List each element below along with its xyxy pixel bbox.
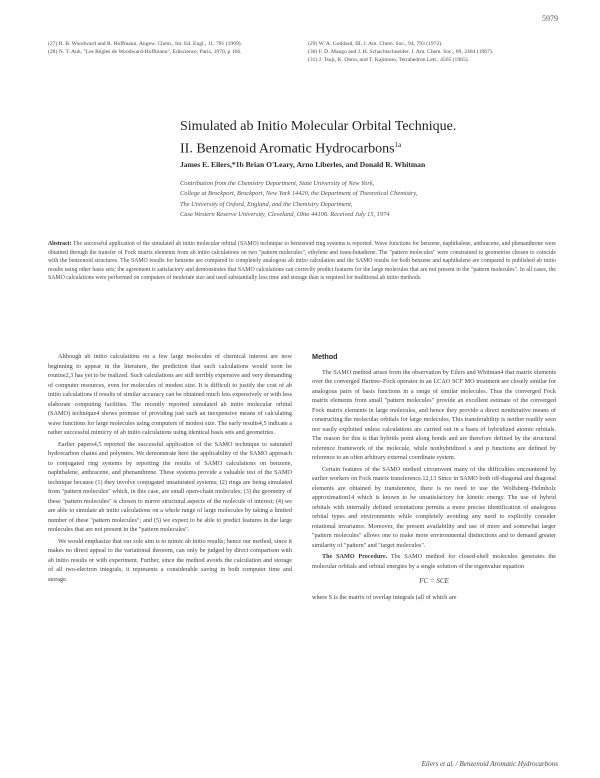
affiliation-line: Case Western Reserve University, Cleveland, Ohio 44106. Received July 15, 1974 — [180, 211, 390, 219]
title-line-1: Simulated ab Initio Molecular Orbital Technique. — [180, 119, 457, 134]
body-left-column — [48, 352, 292, 586]
equation: FC = SCE — [419, 577, 449, 585]
references-left — [48, 40, 296, 56]
paragraph: The SAMO method arises from the observation by Eilers and Whitman4 that matrix elements over the converged Hartree–Fock operator in an LCAO SCF MO treatment are closely similar for analogous pairs of basis functions in a range of similar molecules. Thus the converged Fock matrix elements from small "pattern molecules" provide an excellent estimate of the converged Fock matrix elements in large molecules, and hence they provide a direct noniterative means of constructing the molecular orbitals for large molecules. This transferability is neither readily seen nor easily exploited unless calculations are carried out in a basis of hybridized atomic orbitals. The reason for this is that hybrids point along bonds and are therefore defined by the structural reference framework of the molecule, while nonhybridized s and p functions are defined by reference to an often arbitrary external coordinate system. — [312, 368, 556, 461]
reference-item: (31) J. Tsuji, K. Ohno, and T. Kajimoto, Tetrahedron Lett., 4565 (1965). — [308, 57, 469, 63]
affiliation-line: Contribution from the Chemistry Department, State University of New York, — [180, 180, 375, 187]
paragraph: Earlier papers4,5 reported the successful application of the SAMO technique to saturated hydrocarbon chains and polymers. We demonstrate here the applicability of the SAMO approach to conjugated ring systems by reporting the results of SAMO calculations on benzene, naphthalene, anthracene, and phenanthrene. These systems provide a valuable test of the SAMO technique because (1) they involve conjugated unsaturated systems; (2) rings are being simulated from "pattern molecules" which, in this case, are small open-chain molecules; (3) the geometry of these "pattern molecules" is chosen to mirror structural aspects of the molecule of interest; (4) we are able to simulate ab initio calculations on a whole range of large molecules by taking a limited number of these "pattern molecules"; and (5) we expect to be able to predict features in the large molecules that are not present in the "pattern molecules". — [48, 440, 292, 533]
procedure-label: The SAMO Procedure. — [322, 553, 388, 560]
affiliations — [180, 179, 570, 221]
procedure-paragraph — [312, 552, 556, 571]
title-footnote: 1a — [394, 141, 402, 149]
running-footer: Eilers et al. / Benzenoid Aromatic Hydrocarbons — [421, 760, 558, 768]
reference-item: (29) W. A. Goddard, III, J. Am. Chem. Soc., 94, 793 (1972). — [308, 41, 443, 47]
reference-item: (28) N. T. Anh, "Les Règles de Woodward-Hoffmann", Ediscience, Paris, 1970, p 166. — [48, 49, 242, 55]
references-right — [308, 40, 554, 64]
affiliation-line: College at Brockport, Brockport, New York 14420, the Department of Theoretical Chemistry, — [180, 190, 418, 198]
procedure-text: The SAMO method for closed-shell molecules generates the molecular orbitals and orbital energies by a single solution of the eigenvalue equation — [312, 553, 556, 570]
abstract-label: Abstract: — [48, 241, 72, 247]
paragraph: Although ab initio calculations on a few large molecules of chemical interest are now beginning to appear in the literature, the prediction that such calculations would soon be routine2,3 has yet to be realized. Such calculations are still terribly expensive and very demanding of computer resources, even for molecules of modest size. It is difficult to justify the cost of ab initio calculations if results of similar accuracy can be obtained much less expensively or with less elaborate computing facilities. The recently reported simulated ab initio molecular orbital (SAMO) technique4 shows promise of providing just such an inexpensive means of calculating wave functions for large molecules using computers of modest size. The early results4,5 indicate a rather successful mimicry of ab initio calculations using identical basis sets and geometries. — [48, 353, 292, 436]
paragraph: Certain features of the SAMO method circumvent many of the difficulties encountered by earlier workers on Fock matrix transference.12,13 Since in SAMO both off-diagonal and diagonal elements are obtained by transference, there is no need to use the Wolfsberg–Helmholz approximation14 which is known to be unsatisfactory for kinetic energy. The use of hybrid orbitals with internally defined orientations permits a more precise identification of analogous orbital types and environments while completely avoiding any need to explicitly consider rotational invariance. Moreover, the present availability and use of more and somewhat larger "pattern molecules" allows one to make more environmental distinctions and to demand greater similarity of "pattern" and "target molecules". — [312, 465, 556, 549]
authors: James E. Eilers,*1b Brian O'Leary, Arno Liberles, and Donald R. Whitman — [180, 160, 426, 169]
title-line-2: II. Benzenoid Aromatic Hydrocarbons$^{1a}$ — [180, 141, 402, 157]
paragraph: We would emphasize that our sole aim is to mimic ab initio results; hence our method, since it makes no direct appeal to the variational theorem, can only be judged by direct comparison with ab initio results or with experiment. Further, since the method avoids the calculation and storage of all two-electron integrals, it represents a considerable saving in both computer time and storage. — [48, 537, 292, 583]
page-number: 5979 — [542, 14, 558, 23]
affiliation-line: The University of Oxford, England, and the Chemistry Department, — [180, 200, 353, 208]
paragraph: where S is the matrix of overlap integrals (all of which are — [312, 593, 457, 601]
abstract — [48, 240, 556, 283]
paper-title — [180, 118, 560, 159]
reference-item: (30) F. D. Mango and J. H. Schachtschneider, J. Am. Chem. Soc., 89, 2484 (1967). — [308, 49, 494, 55]
reference-item: (27) R. B. Woodward and R. Hoffmann, Angew. Chem., Int. Ed. Engl., 11, 781 (1969). — [48, 41, 243, 47]
abstract-text: The successful application of the simulated ab initio molecular orbital (SAMO) technique to benzenoid ring systems is reported. Wave functions for benzene, naphthalene, anthracene, and phenanthrene were obtained through the transfer of Fock matrix elements from ab initio calculations on two "pattern molecules", ethylene and trans-butadiene. The "pattern molecules" were constrained to geometries chosen to coincide with the benzenoid structures. The SAMO results for benzene are compared to completely analogous ab initio calculation and the SAMO results for both benzene and naphthalene are compared to published ab initio results using other basis sets; the agreement is satisfactory and demonstrates that SAMO calculations can correctly predict features for the large molecules that are not present in the "pattern molecules". In all cases, the SAMO calculations were performed on computers of moderate size and used substantially less time and storage than is required for traditional ab initio methods. — [48, 241, 556, 282]
method-heading: Method — [312, 352, 338, 361]
body-right-column — [312, 352, 556, 604]
